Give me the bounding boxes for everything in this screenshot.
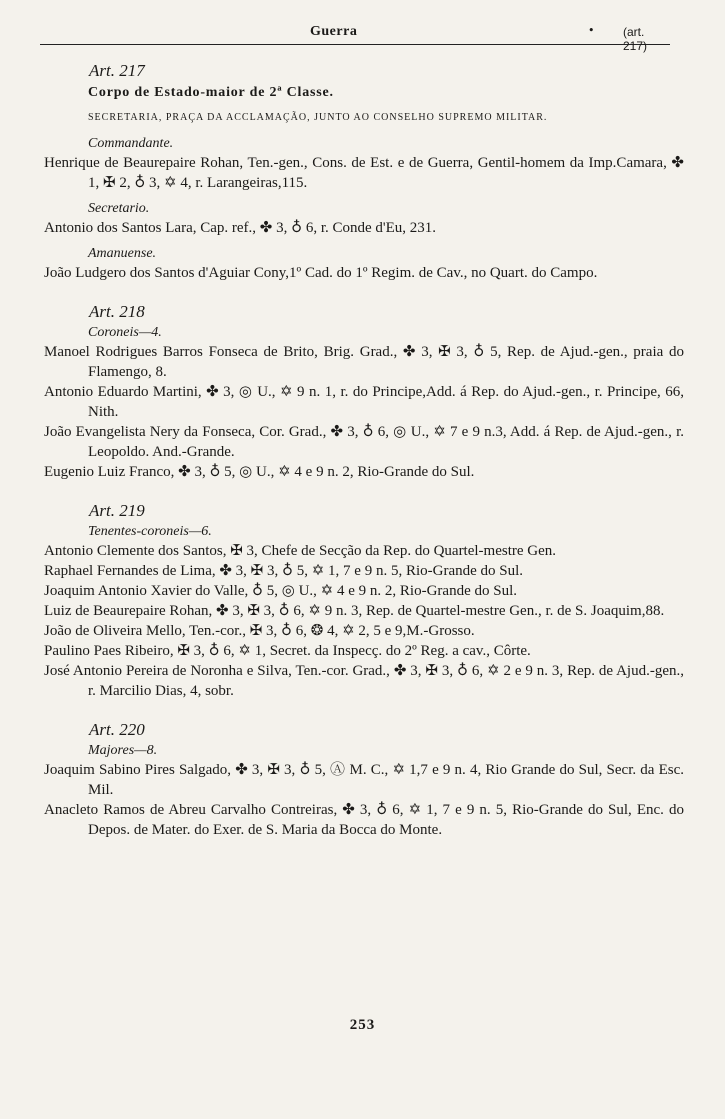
list-item: João de Oliveira Mello, Ten.-cor., ✠ 3, ♁ 6, ❂ 4, ✡ 2, 5 e 9,M.-Grosso. [44,623,475,639]
article-number: Art. 220 [89,720,145,739]
list-item: Antonio dos Santos Lara, Cap. ref., ✤ 3, ♁ 6, r. Conde d'Eu, 231. [44,220,437,236]
section-art-218 [44,301,684,482]
group-label: Majores—8. [88,743,158,758]
article-number: Art. 219 [89,501,145,520]
list-item: Luiz de Beaurepaire Rohan, ✤ 3, ✠ 3, ♁ 6, ✡ 9 n. 3, Rep. de Quartel-mestre Gen., r. de S. Joaquim,88. [44,603,665,619]
list-item: Antonio Eduardo Martini, ✤ 3, ◎ U., ✡ 9 n. 1, r. do Principe,Add. á Rep. do Ajud.-gen., r. Principe, 66, Nith. [44,384,684,420]
list-item: João Ludgero dos Santos d'Aguiar Cony,1º Cad. do 1º Regim. de Cav., no Quart. do Campo. [44,265,598,281]
section-art-220 [44,719,684,840]
section-title: Corpo de Estado-maior de 2ª Classe. [88,85,334,100]
running-header [40,22,670,53]
header-bullet: • [588,24,595,37]
header-article-ref: (art. 217) [623,25,648,53]
list-item: Eugenio Luiz Franco, ✤ 3, ♁ 5, ◎ U., ✡ 4 e 9 n. 2, Rio-Grande do Sul. [44,464,475,480]
header-title: Guerra [310,24,358,39]
group-label: Secretario. [88,201,150,216]
list-item: Joaquim Antonio Xavier do Valle, ♁ 5, ◎ U., ✡ 4 e 9 n. 2, Rio-Grande do Sul. [44,583,517,599]
article-number: Art. 218 [89,302,145,321]
list-item: Paulino Paes Ribeiro, ✠ 3, ♁ 6, ✡ 1, Secret. da Inspecç. do 2º Reg. a cav., Côrte. [44,643,531,659]
list-item: Henrique de Beaurepaire Rohan, Ten.-gen., Cons. de Est. e de Guerra, Gentil-homem da Imp.Camara, ✤ 1, ✠ 2, ♁ 3, ✡ 4, r. Larangeiras,115. [44,155,684,191]
page-number: 253 [349,1017,376,1033]
section-art-219 [44,500,684,701]
group-label: Tenentes-coroneis—6. [88,524,212,539]
list-item: Joaquim Sabino Pires Salgado, ✤ 3, ✠ 3, ♁ 5, Ⓐ M. C., ✡ 1,7 e 9 n. 4, Rio Grande do Sul, Secr. da Esc. Mil. [44,762,684,798]
section-address: SECRETARIA, PRAÇA DA ACCLAMAÇÃO, JUNTO AO CONSELHO SUPREMO MILITAR. [88,112,548,123]
group-label: Amanuense. [88,246,157,261]
group-label: Commandante. [88,136,174,151]
list-item: Raphael Fernandes de Lima, ✤ 3, ✠ 3, ♁ 5, ✡ 1, 7 e 9 n. 5, Rio-Grande do Sul. [44,563,524,579]
list-item: Antonio Clemente dos Santos, ✠ 3, Chefe de Secção da Rep. do Quartel-mestre Gen. [44,543,557,559]
article-number: Art. 217 [89,61,145,80]
section-art-217 [44,60,684,283]
list-item: Manoel Rodrigues Barros Fonseca de Brito, Brig. Grad., ✤ 3, ✠ 3, ♁ 5, Rep. de Ajud.-gen., praia do Flamengo, 8. [44,344,684,380]
list-item: Anacleto Ramos de Abreu Carvalho Contreiras, ✤ 3, ♁ 6, ✡ 1, 7 e 9 n. 5, Rio-Grande do Sul, Enc. do Depos. de Mater. do Exer. de S. Maria da Bocca do Monte. [44,802,684,838]
list-item: José Antonio Pereira de Noronha e Silva, Ten.-cor. Grad., ✤ 3, ✠ 3, ♁ 6, ✡ 2 e 9 n. 3, Rep. de Ajud.-gen., r. Marcilio Dias, 4, sobr. [44,663,684,699]
page-body [44,60,684,858]
group-label: Coroneis—4. [88,325,162,340]
list-item: João Evangelista Nery da Fonseca, Cor. Grad., ✤ 3, ♁ 6, ◎ U., ✡ 7 e 9 n.3, Add. á Rep. de Ajud.-gen., r. Leopoldo. And.-Grande. [44,424,684,460]
